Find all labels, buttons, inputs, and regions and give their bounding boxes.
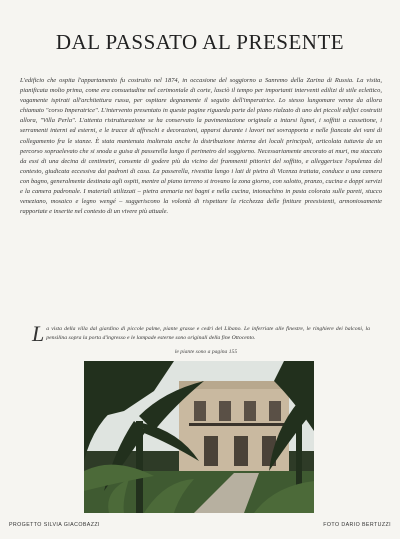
caption-dropcap: L bbox=[32, 321, 45, 346]
caption-text: a vista della villa dal giardino di piccole palme, piante grasse e cedri del Libano. Le inferriate alle finestre, le ringhiere dei balconi, la pensilina sopra la porta d'ingresso e le lampade esterne sono originali della fine Ottocento. bbox=[46, 326, 370, 341]
article-body: L'edificio che ospita l'appartamento fu costruito nel 1874, in occasione del soggiorno a Sanremo della Zarina di Russia. La visita, pianificata molto prima, come era consuetudine nel cerimoniale di corte, lasciò il tempo per importanti interventi edilizi di stile eclettico, vagamente ispirati all'architettura russa, per ospitare degnamente il seguito dell'imperatrice. Lo stesso lungomare venne da allora chiamato "corso Imperatrice". L'intervento presentato in queste pagine riguarda parte del piano rialzato di uno dei piccoli edifici costruiti allora, "Villa Perla". L'attenta ristrutturazione se ha conservato la pavimentazione originale a intarsi lignei, i soffitti a cassettone, i serramenti interni ed esterni, e le tracce di affreschi e decorazioni, apparsi durante i lavori nei sovrapporta e nelle fiancate dei vani di collegamento fra le stanze. È stata mantenuta inalterata anche la distribuzione interna dei locali principali, articolata tuttavia da un percorso sopraelevato che si snoda a guisa di passerella lungo il perimetro del soggiorno. Necessariamente ancorato ai muri, ma staccato da essi di una decina di centimetri, consente di godere più da vicino dei frammenti pittorici del soffitto, e alleggerisce l'opulenza del contesto, giudicata eccessiva dai padroni di casa. La passerella, rivestita lungo i lati di pietra di Vicenza trattata, conduce a una camera con bagno, generalmente destinata agli ospiti, mentre al piano terreno si trovano la zona giorno, con salotto, pranzo, cucina e doppi servizi e la camera padronale. I materiali utilizzati – pietra arenaria nei bagni e nella cucina, intonachino in pasta colorata sulle pareti, stucco veneziano, mosaico e legno wengé – suggeriscono la volontà di rispettare la ricchezza delle finiture preesistenti, armoniosamente rapportate e inserite nel contesto di un vivere più attuale. bbox=[20, 77, 382, 216]
photo-caption bbox=[20, 321, 370, 346]
photo-illustration bbox=[84, 361, 314, 513]
caption-plan-reference: le piante sono a pagina 155 bbox=[174, 349, 238, 355]
page-title: DAL PASSATO AL PRESENTE bbox=[55, 30, 345, 54]
footer-project-credit: PROGETTO SILVIA GIACOBAZZI bbox=[9, 522, 100, 528]
villa-garden-photo bbox=[84, 361, 314, 513]
footer-photo-credit: FOTO DARIO BERTUZZI bbox=[323, 522, 391, 528]
